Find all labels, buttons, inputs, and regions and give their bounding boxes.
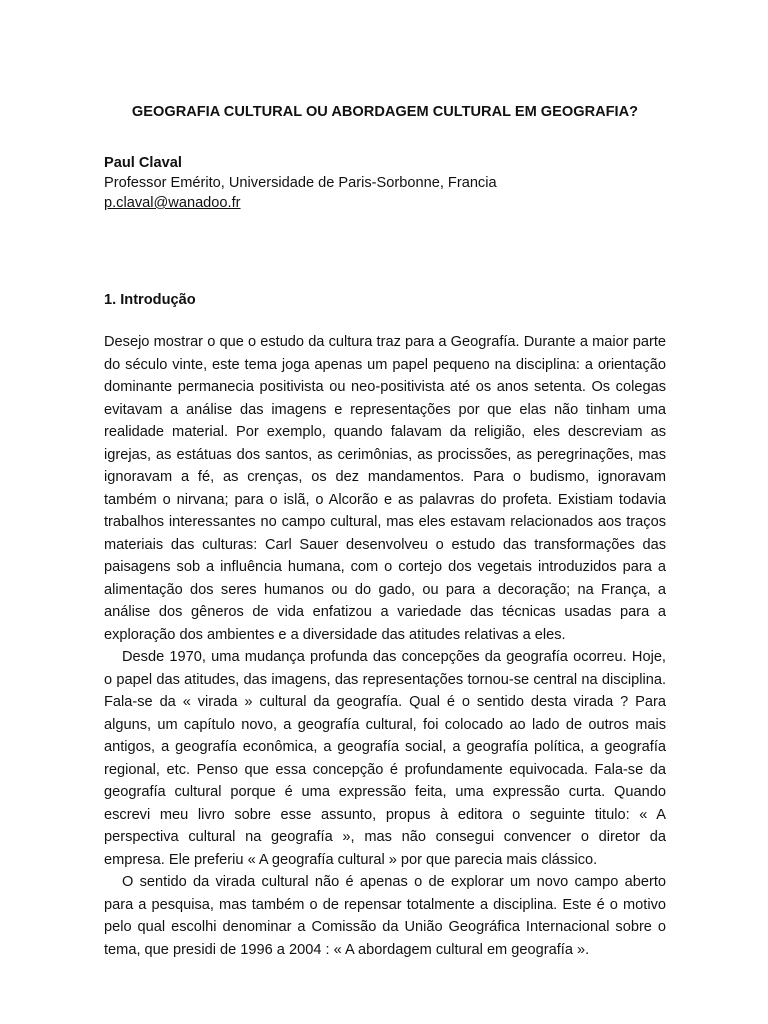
author-affiliation: Professor Emérito, Universidade de Paris-Sorbonne, Francia <box>104 175 497 191</box>
author-name: Paul Claval <box>104 155 182 171</box>
author-block <box>104 153 497 213</box>
body-text <box>104 331 666 961</box>
paragraph-3: O sentido da virada cultural não é apenas o de explorar um novo campo aberto para a pesquisa, mas também o de repensar totalmente a disciplina. Este é o motivo pelo qual escolhi denominar a Comissão da União Geográfica Internacional sobre o tema, que presidi de 1996 a 2004 : « A abordagem cultural em geografía ». <box>104 874 666 958</box>
paragraph-1: Desejo mostrar o que o estudo da cultura traz para a Geografía. Durante a maior parte do século vinte, este tema joga apenas um papel pequeno na disciplina: a orientação dominante permanecia positivista ou neo-positivista até os anos setenta. Os colegas evitavam a análise das imagens e representações por que elas não tinham uma realidade material. Por exemplo, quando falavam da religião, eles descreviam as igrejas, as estátuas dos santos, as cerimônias, as procissões, as peregrinações, mas ignoravam a fé, as crenças, os dez mandamentos. Para o budismo, ignoravam também o nirvana; para o islã, o Alcorão e as palavras do profeta. Existiam todavia trabalhos interessantes no campo cultural, mas eles estavam relacionados aos traços materiais das culturas: Carl Sauer desenvolveu o estudo das transformações das paisagens sob a influência humana, com o cortejo dos vegetais introduzidos para a alimentação dos seres humanos ou do gado, ou para a decoração; na França, a análise dos gêneros de vida enfatizou a variedade das técnicas usadas para a exploração dos ambientes e a diversidade das atitudes relativas a eles. <box>104 334 666 643</box>
section-heading: 1. Introdução <box>104 292 196 308</box>
paragraph-2: Desde 1970, uma mudança profunda das concepções da geografía ocorreu. Hoje, o papel das atitudes, das imagens, das representações tornou-se central na disciplina. Fala-se da « virada » cultural da geografía. Qual é o sentido desta virada ? Para alguns, um capítulo novo, a geografía cultural, foi colocado ao lado de outros mais antigos, a geografía econômica, a geografía social, a geografía política, a geografía regional, etc. Penso que essa concepção é profundamente equivocada. Fala-se da geografía cultural porque é uma expressão feita, uma expressão curta. Quando escrevi meu livro sobre esse assunto, propus à editora o seguinte titulo: « A perspectiva cultural na geografía », mas não consegui convencer o diretor da empresa. Ele preferiu « A geografía cultural » por que parecia mais clássico. <box>104 649 666 868</box>
document-title: GEOGRAFIA CULTURAL OU ABORDAGEM CULTURAL EM GEOGRAFIA? <box>131 104 639 120</box>
author-email-link[interactable]: p.claval@wanadoo.fr <box>104 195 241 211</box>
